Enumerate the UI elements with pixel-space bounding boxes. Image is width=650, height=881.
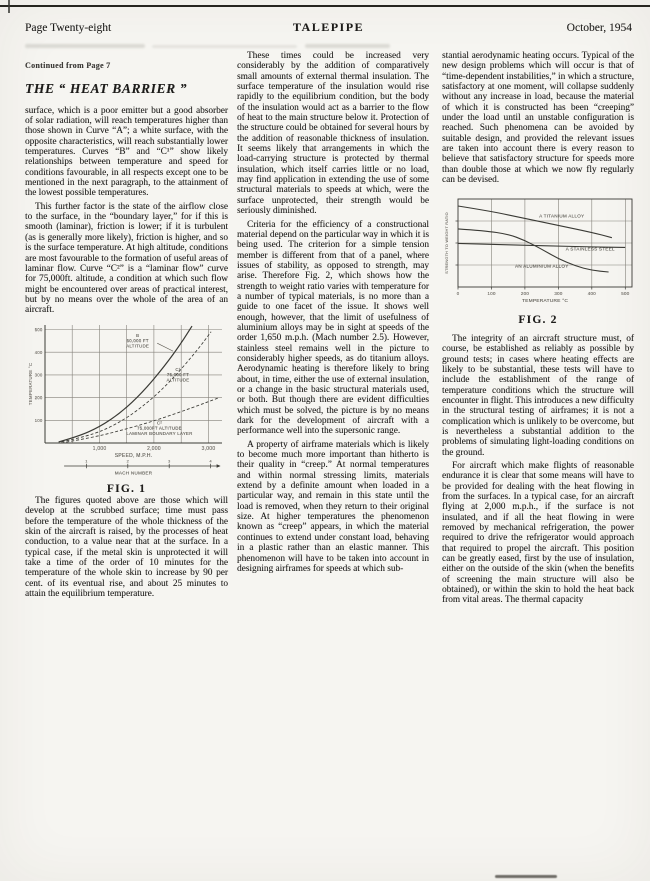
svg-text:3: 3: [167, 458, 171, 464]
svg-text:2,000: 2,000: [147, 445, 161, 452]
svg-text:75,000 FT: 75,000 FT: [166, 371, 190, 377]
svg-text:ALTITUDE: ALTITUDE: [166, 376, 190, 382]
column-2: [237, 40, 429, 881]
article-paragraph: surface, which is a poor emitter but a good absorber of solar radiation, will reach temperatures higher than those shown in Curve “A”; a white surface, with the opposite characteristics, will reach substantially lower temperatures. Curves “B” and “C¹” show likely relationships between temperature and speed for conditions favourable, in all respects except one to be mentioned in the next paragraph, to the attainment of the lowest possible temperatures.: [25, 105, 228, 199]
svg-text:3,000: 3,000: [201, 445, 216, 452]
fig2-strength-weight-chart: [442, 195, 635, 313]
svg-text:50,000 FT: 50,000 FT: [126, 337, 149, 343]
svg-text:4: 4: [209, 458, 212, 464]
page-number-label: Page Twenty-eight: [25, 22, 112, 34]
svg-text:ALTITUDE: ALTITUDE: [126, 342, 150, 348]
svg-text:A TITANIUM ALLOY: A TITANIUM ALLOY: [539, 213, 585, 219]
svg-text:1: 1: [85, 458, 88, 464]
column-3: [442, 40, 634, 881]
svg-text:2: 2: [126, 458, 130, 464]
top-border-rule: [0, 5, 650, 7]
svg-text:C¹: C¹: [175, 366, 181, 372]
article-body: [25, 40, 635, 881]
figure-2: [442, 195, 634, 325]
svg-text:C²: C²: [156, 419, 162, 425]
svg-text:TEMPERATURE °C: TEMPERATURE °C: [28, 362, 33, 405]
svg-text:LAMINAR BOUNDARY LAYER: LAMINAR BOUNDARY LAYER: [126, 430, 193, 436]
svg-text:AN ALUMINIUM ALLOY: AN ALUMINIUM ALLOY: [514, 264, 569, 270]
svg-text:100: 100: [34, 417, 43, 423]
svg-text:1,000: 1,000: [92, 445, 107, 452]
svg-text:300: 300: [554, 291, 563, 297]
svg-text:SPEED, M.P.H.: SPEED, M.P.H.: [114, 452, 153, 459]
article-paragraph: stantial aerodynamic heating occurs. Typical of the new design problems which will occur is that of “time-dependent instabilities,” in which a structure, satisfactory at one moment, will collapse suddenly without any increase in load, because the material of which it is constructed has been “creeping” under the load until an unstable configuration is reached. Such phenomena can be avoided by suitable design, and provided the relevant issues are taken into account there is every reason to believe that satisfactory structure for speeds more than double those at which we now fly regularly can be devised.: [442, 51, 634, 186]
figure-1-caption: FIG. 1: [106, 482, 147, 495]
svg-text:300: 300: [34, 372, 43, 378]
continued-note: Continued from Page 7: [25, 61, 111, 70]
issue-date: October, 1954: [566, 22, 632, 34]
svg-text:75,000FT ALTITUDE: 75,000FT ALTITUDE: [136, 425, 182, 431]
svg-text:B: B: [136, 332, 140, 338]
svg-text:500: 500: [621, 291, 630, 297]
svg-text:0: 0: [456, 291, 460, 297]
fig1-temperature-speed-chart: [25, 320, 228, 482]
svg-text:STRENGTH TO WEIGHT RATIO: STRENGTH TO WEIGHT RATIO: [445, 212, 449, 275]
article-paragraph: This further factor is the state of the airflow close to the surface, in the “boundary layer,” for if this is smooth (laminar), friction is lower; if it is turbulent (as is generally more likely), friction is higher, and so is the surface temperature. At high altitude, conditions are most favourable to the formation of useful areas of laminar flow. Curve “C²” is a “laminar flow” curve for 75,000ft. altitude, a condition at which such flow might be encountered over areas of practical interest, but by no means over the whole of the area of an aircraft.: [25, 201, 228, 316]
svg-text:200: 200: [520, 291, 530, 297]
article-paragraph: A property of airframe materials which is likely to become much more important than hitherto is their quality in “creep.” At normal temperatures and within normal stressing limits, materials extend by a definite amount when loaded in a particular way, and remain in this state until the load is removed, when they return to their original size. At higher temperatures the phenomenon known as “creep” appears, in which the material continues to extend under constant load, behaving in a plastic rather than an elastic manner. This phenomenon will have to be taken into account in designing airframes for speeds at which sub-: [237, 439, 429, 574]
article-paragraph: For aircraft which make flights of reasonable endurance it is clear that some means will have to be provided for dealing with the heat flowing in from the surfaces. In a typical case, for an aircraft flying at 2,000 m.p.h., if the surface is not insulated, and if all the heat flowing in were removed by mechanical refrigeration, the power required to drive the refrigerator would approach that required to propel the aircraft. This position can be greatly eased, first by the use of insulation, either on the outside of the skin (when the benefits of screening the main structure will also be obtained), or within the skin to hold the heat back from vital areas. The thermal capacity: [442, 460, 634, 606]
article-paragraph: Criteria for the efficiency of a constructional material depend on the particular way in which it is being used. The criterion for a simple tension member is different from that of a panel, where issues of stability, as opposed to strength, may arise. Therefore Fig. 2, which shows how the strength to weight ratio varies with temperature for a number of typical materials, is no more than a guide to one facet of the issue. It shows well enough, however, that the limit of usefulness of aluminium alloys may be in sight at speeds of the order 1,650 m.p.h. (Mach number 2.5). However, stainless steel remains well in the picture to considerably higher speeds, as do titanium alloys. Aerodynamic heating is therefore likely to bring about, in time, either the use of external insulation, or a change in the basic structural materials used, or both. But though there are evident difficulties which must be solved, the picture is by no means dark for the development of aircraft with a performance well into the supersonic range.: [237, 219, 429, 437]
svg-text:500: 500: [34, 326, 43, 332]
article-paragraph: These times could be increased very considerably by the addition of comparatively small amounts of external thermal insulation. The surface temperature of the insulation would rise rapidly to the equilibrium condition, but the body of the insulation would act as a barrier to the flow of heat to the main structure below it. Protection of the structure could be obtained for several hours by the addition of reasonable thickness of insulation. It seems likely that arrangements in which the load-carrying structure is protected by thermal insulation, which itself carries little or no load, may find application in extending the use of some structural materials to speeds at which, were the surface unprotected, their strength would be seriously diminished.: [237, 51, 429, 217]
svg-text:200: 200: [34, 394, 43, 400]
scan-artifact: [8, 0, 10, 13]
figure-2-caption: FIG. 2: [518, 314, 558, 327]
article-paragraph: The integrity of an aircraft structure must, of course, be established as reliably as possible by ground tests; in cases where heating effects are likely to be substantial, these tests will have to include the establishment of the range of temperature conditions which the structure will encounter in flight. This introduces a new difficulty in the structural testing of airframes; it is not a complication which is unlikely to be overcome, but is nevertheless a substantial addition to the problems of simulating light-loading conditions on the ground.: [442, 333, 634, 458]
article-title: THE “ HEAT BARRIER ”: [25, 81, 188, 97]
article-paragraph: The figures quoted above are those which will develop at the scrubbed surface; time must pass before the temperature of the whole thickness of the skin of the aircraft is raised, by the processes of heat conduction, to a value near that at the surface. In a typical case, if the metal skin is unprotected it will take a time of the order of 10 minutes for the temperature of the whole skin to increase by 90 per cent. of its eventual rise, and about 25 minutes to attain the equilibrium temperature.: [25, 495, 228, 599]
svg-text:MACH NUMBER: MACH NUMBER: [114, 470, 153, 476]
svg-text:100: 100: [487, 291, 496, 297]
svg-text:A STAINLESS STEEL: A STAINLESS STEEL: [565, 246, 615, 252]
figure-1: [25, 320, 228, 494]
page-header: [25, 20, 632, 35]
publication-title: TALEPIPE: [292, 20, 365, 34]
svg-text:400: 400: [587, 291, 596, 297]
svg-text:400: 400: [34, 349, 43, 355]
column-1: [25, 40, 228, 881]
svg-text:TEMPERATURE °C: TEMPERATURE °C: [521, 299, 569, 305]
